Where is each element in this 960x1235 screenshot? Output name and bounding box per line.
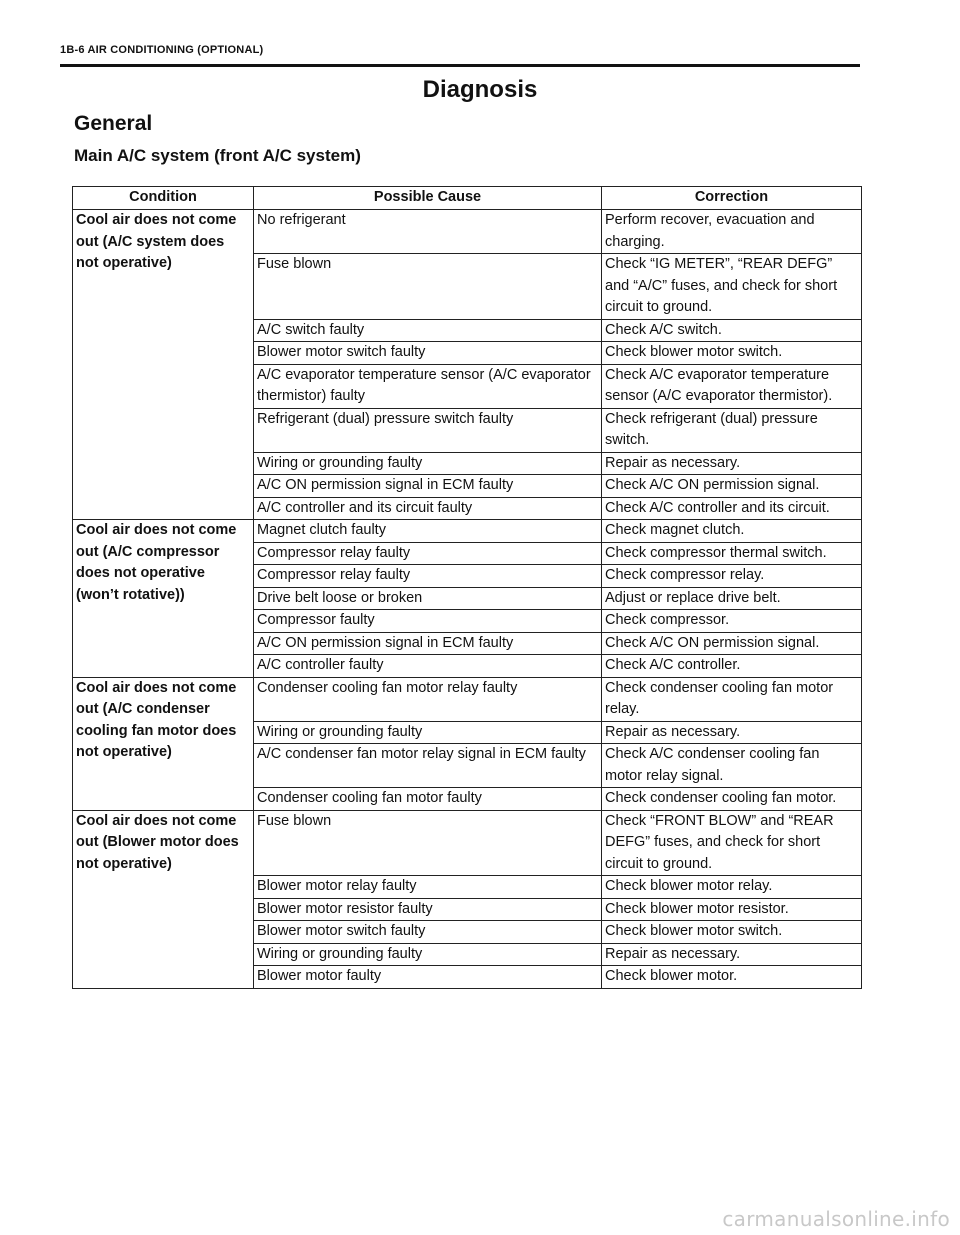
cause-cell: A/C controller and its circuit faulty: [254, 497, 602, 520]
correction-cell: Check A/C condenser cooling fan motor relay signal.: [602, 744, 862, 788]
correction-cell: Check magnet clutch.: [602, 520, 862, 543]
correction-cell: Check A/C controller.: [602, 655, 862, 678]
cause-cell: Wiring or grounding faulty: [254, 943, 602, 966]
subsection-heading: Main A/C system (front A/C system): [74, 146, 361, 165]
cause-cell: A/C ON permission signal in ECM faulty: [254, 632, 602, 655]
correction-cell: Repair as necessary.: [602, 721, 862, 744]
correction-cell: Check A/C evaporator temperature sensor (A/C evaporator thermistor).: [602, 364, 862, 408]
correction-cell: Check blower motor resistor.: [602, 898, 862, 921]
correction-cell: Check blower motor switch.: [602, 921, 862, 944]
correction-cell: Check blower motor.: [602, 966, 862, 989]
correction-cell: Repair as necessary.: [602, 452, 862, 475]
table-row: [73, 677, 862, 721]
table-row: [73, 810, 862, 876]
cause-cell: Magnet clutch faulty: [254, 520, 602, 543]
cause-cell: Condenser cooling fan motor relay faulty: [254, 677, 602, 721]
cause-cell: Blower motor switch faulty: [254, 921, 602, 944]
cause-cell: Wiring or grounding faulty: [254, 721, 602, 744]
cause-cell: A/C switch faulty: [254, 319, 602, 342]
correction-cell: Check “FRONT BLOW” and “REAR DEFG” fuses, and check for short circuit to ground.: [602, 810, 862, 876]
correction-cell: Adjust or replace drive belt.: [602, 587, 862, 610]
watermark: carmanualsonline.info: [722, 1207, 950, 1231]
cause-cell: Compressor relay faulty: [254, 542, 602, 565]
correction-cell: Check blower motor switch.: [602, 342, 862, 365]
cause-cell: A/C ON permission signal in ECM faulty: [254, 475, 602, 498]
correction-cell: Check compressor relay.: [602, 565, 862, 588]
cause-cell: Wiring or grounding faulty: [254, 452, 602, 475]
correction-cell: Check condenser cooling fan motor.: [602, 788, 862, 811]
column-header: Possible Cause: [254, 187, 602, 210]
cause-cell: Fuse blown: [254, 810, 602, 876]
running-header: [60, 40, 860, 67]
correction-cell: Check A/C switch.: [602, 319, 862, 342]
cause-cell: A/C controller faulty: [254, 655, 602, 678]
cause-cell: Blower motor relay faulty: [254, 876, 602, 899]
correction-cell: Check A/C ON permission signal.: [602, 475, 862, 498]
cause-cell: A/C condenser fan motor relay signal in ECM faulty: [254, 744, 602, 788]
correction-cell: Check refrigerant (dual) pressure switch.: [602, 408, 862, 452]
condition-cell: Cool air does not come out (A/C system does not operative): [73, 210, 254, 520]
column-header: Correction: [602, 187, 862, 210]
section-heading: General: [74, 112, 153, 135]
correction-cell: Check condenser cooling fan motor relay.: [602, 677, 862, 721]
table-row: [73, 520, 862, 543]
cause-cell: Condenser cooling fan motor faulty: [254, 788, 602, 811]
cause-cell: Blower motor resistor faulty: [254, 898, 602, 921]
condition-cell: Cool air does not come out (Blower motor does not operative): [73, 810, 254, 988]
correction-cell: Check compressor.: [602, 610, 862, 633]
cause-cell: Compressor relay faulty: [254, 565, 602, 588]
correction-cell: Check A/C controller and its circuit.: [602, 497, 862, 520]
condition-cell: Cool air does not come out (A/C compressor does not operative (won’t rotative)): [73, 520, 254, 678]
cause-cell: Fuse blown: [254, 254, 602, 320]
cause-cell: Blower motor faulty: [254, 966, 602, 989]
cause-cell: Drive belt loose or broken: [254, 587, 602, 610]
cause-cell: Refrigerant (dual) pressure switch faulty: [254, 408, 602, 452]
cause-cell: Blower motor switch faulty: [254, 342, 602, 365]
cause-cell: A/C evaporator temperature sensor (A/C evaporator thermistor) faulty: [254, 364, 602, 408]
cause-cell: No refrigerant: [254, 210, 602, 254]
running-head-text: 1B-6 AIR CONDITIONING (OPTIONAL): [60, 44, 264, 56]
column-header: Condition: [73, 187, 254, 210]
correction-cell: Check blower motor relay.: [602, 876, 862, 899]
table-row: [73, 210, 862, 254]
correction-cell: Check “IG METER”, “REAR DEFG” and “A/C” fuses, and check for short circuit to ground.: [602, 254, 862, 320]
condition-cell: Cool air does not come out (A/C condenser cooling fan motor does not operative): [73, 677, 254, 810]
cause-cell: Compressor faulty: [254, 610, 602, 633]
correction-cell: Check compressor thermal switch.: [602, 542, 862, 565]
correction-cell: Check A/C ON permission signal.: [602, 632, 862, 655]
table-body: [73, 210, 862, 989]
correction-cell: Perform recover, evacuation and charging.: [602, 210, 862, 254]
diagnosis-table: [72, 186, 862, 989]
page-title: Diagnosis: [422, 76, 538, 103]
correction-cell: Repair as necessary.: [602, 943, 862, 966]
table-header-row: [73, 187, 862, 210]
